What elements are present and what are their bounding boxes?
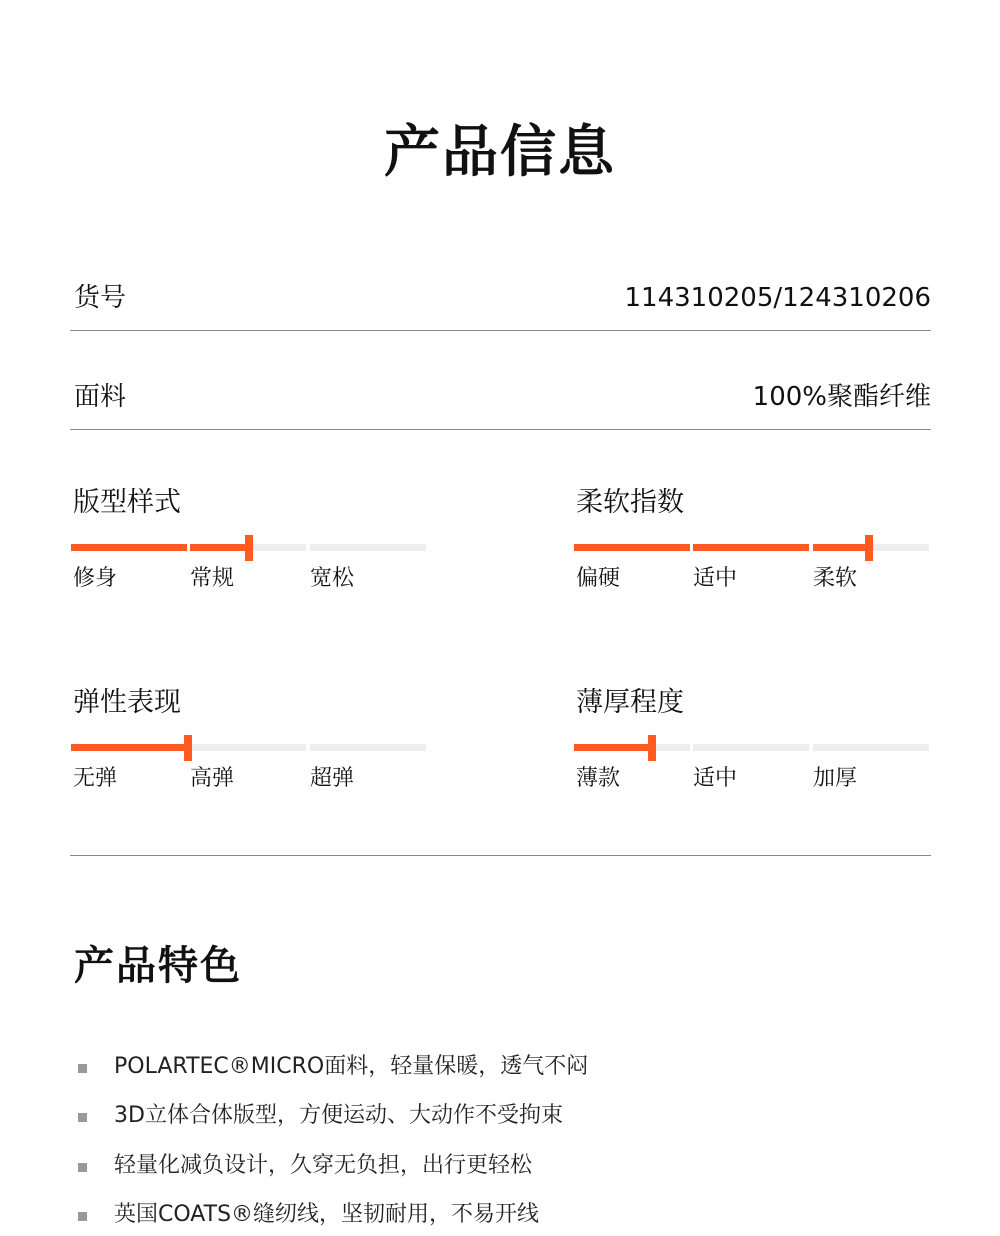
scale-segment xyxy=(190,744,306,751)
scale-tick: 高弹 xyxy=(190,766,235,791)
scale-title: 弹性表现 xyxy=(73,687,181,718)
spec-label: 面料 xyxy=(74,382,127,412)
scale-elasticity xyxy=(71,683,427,803)
spec-value: 100%聚酯纤维 xyxy=(752,382,931,412)
scale-tick: 宽松 xyxy=(310,566,355,591)
features-title: 产品特色 xyxy=(74,943,242,989)
spec-row-fabric xyxy=(70,377,931,430)
scale-segment xyxy=(574,744,690,751)
scale-tick: 适中 xyxy=(693,566,738,591)
scale-title: 薄厚程度 xyxy=(576,687,684,718)
scale-tick: 无弹 xyxy=(73,766,118,791)
feature-item xyxy=(78,1198,938,1232)
scale-tick: 常规 xyxy=(190,566,235,591)
scale-tick: 超弹 xyxy=(310,766,355,791)
square-bullet-icon xyxy=(78,1064,87,1073)
scale-tick: 修身 xyxy=(73,566,118,591)
scale-segment xyxy=(693,744,809,751)
scale-segment xyxy=(71,544,187,551)
scale-tick: 偏硬 xyxy=(576,566,621,591)
section-divider xyxy=(70,855,931,856)
scale-tick: 加厚 xyxy=(813,766,858,791)
square-bullet-icon xyxy=(78,1163,87,1172)
scale-segment xyxy=(71,744,187,751)
scale-segment xyxy=(813,744,929,751)
spec-label: 货号 xyxy=(74,283,127,313)
scale-tick: 柔软 xyxy=(813,566,858,591)
scale-marker xyxy=(648,735,656,761)
scale-segment xyxy=(574,544,690,551)
feature-text: 英国COATS®缝纫线，坚韧耐用，不易开线 xyxy=(114,1202,540,1227)
feature-text: 轻量化减负设计，久穿无负担，出行更轻松 xyxy=(114,1153,533,1178)
spec-value: 114310205/124310206 xyxy=(624,283,931,313)
scale-marker xyxy=(245,535,253,561)
scale-segment xyxy=(310,544,426,551)
feature-text: POLARTEC®MICRO面料，轻量保暖，透气不闷 xyxy=(114,1054,589,1079)
scale-title: 柔软指数 xyxy=(576,487,684,518)
feature-item xyxy=(78,1149,938,1183)
scale-segment xyxy=(310,744,426,751)
scale-thickness xyxy=(574,683,930,803)
scale-segment xyxy=(693,544,809,551)
scale-marker xyxy=(184,735,192,761)
scale-softness xyxy=(574,483,930,603)
feature-item xyxy=(78,1099,938,1133)
scale-tick: 薄款 xyxy=(576,766,621,791)
feature-text: 3D立体合体版型，方便运动、大动作不受拘束 xyxy=(114,1103,563,1128)
square-bullet-icon xyxy=(78,1212,87,1221)
spec-row-item-number xyxy=(70,278,931,331)
scale-tick: 适中 xyxy=(693,766,738,791)
scale-marker xyxy=(865,535,873,561)
scale-fit-style xyxy=(71,483,427,603)
feature-item xyxy=(78,1050,938,1084)
scale-title: 版型样式 xyxy=(73,487,181,518)
page-title: 产品信息 xyxy=(384,120,616,185)
square-bullet-icon xyxy=(78,1113,87,1122)
